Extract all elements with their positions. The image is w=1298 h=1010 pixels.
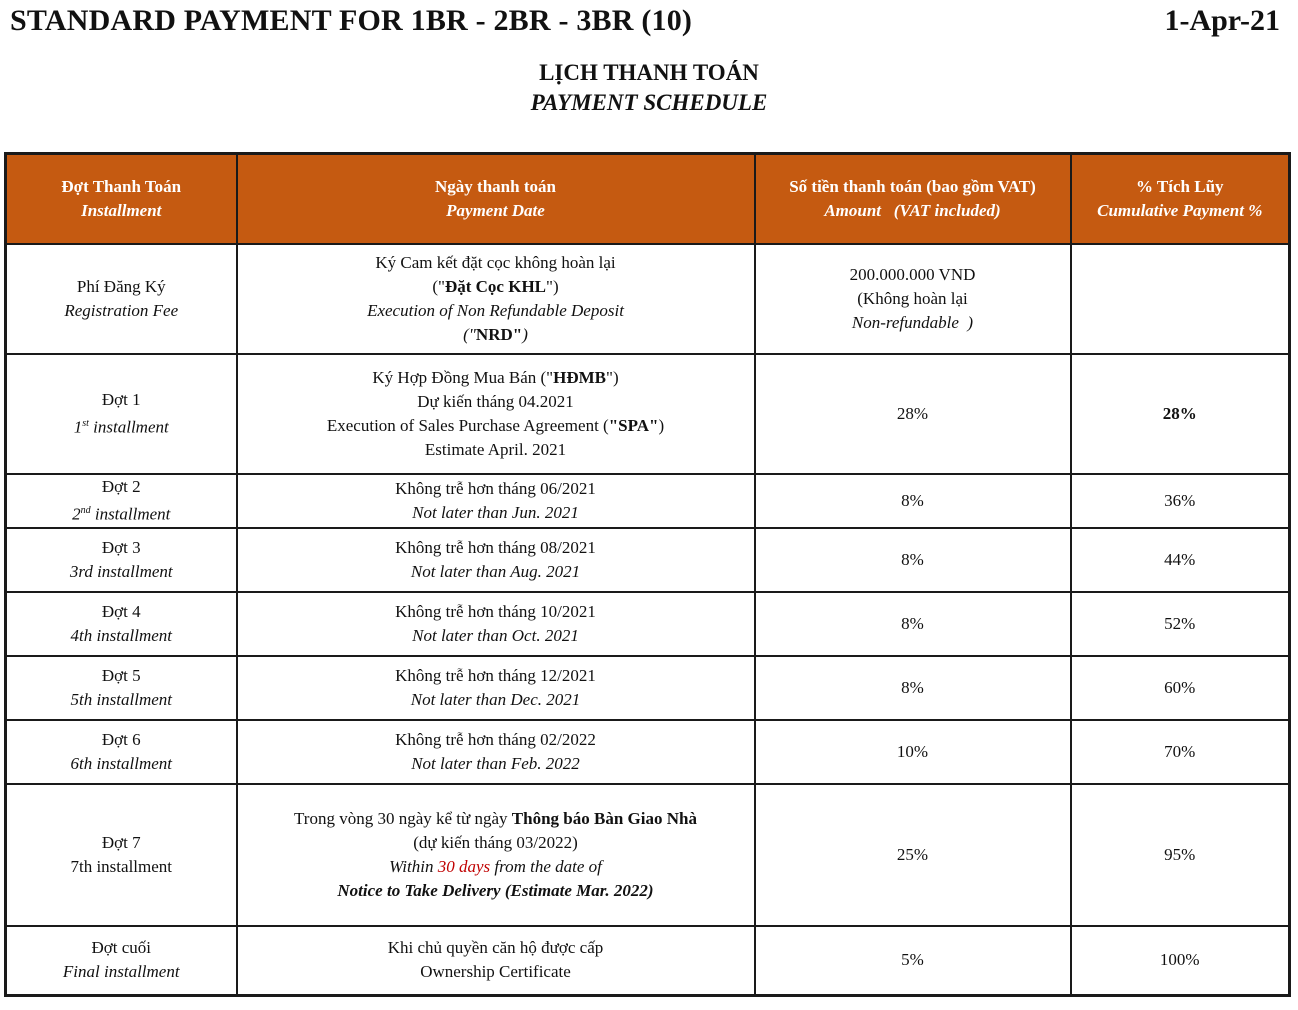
cumulative-cell: 52% (1071, 592, 1290, 656)
table-row (6, 354, 1290, 474)
payment-date-cell: Khi chủ quyền căn hộ được cấp Ownership Certificate (237, 926, 755, 996)
table-row (6, 926, 1290, 996)
column-header-cumulative: % Tích Lũy Cumulative Payment % (1071, 154, 1290, 245)
installment-cell: Đợt 1 1st installment (6, 354, 237, 474)
payment-date-cell: Không trễ hơn tháng 12/2021 Not later than Dec. 2021 (237, 656, 755, 720)
table-row (6, 656, 1290, 720)
heading-vn: LỊCH THANH TOÁN (539, 60, 759, 85)
installment-cell: Đợt 2 2nd installment (6, 474, 237, 528)
cumulative-cell: 60% (1071, 656, 1290, 720)
amount-cell: 5% (755, 926, 1071, 996)
document-title: STANDARD PAYMENT FOR 1BR - 2BR - 3BR (10) (10, 4, 693, 37)
amount-cell: 200.000.000 VND (Không hoàn lại Non-refundable ) (755, 244, 1071, 354)
installment-cell: Phí Đăng Ký Registration Fee (6, 244, 237, 354)
amount-cell: 25% (755, 784, 1071, 926)
cumulative-cell: 36% (1071, 474, 1290, 528)
amount-cell: 8% (755, 592, 1071, 656)
cumulative-cell: 100% (1071, 926, 1290, 996)
table-row (6, 592, 1290, 656)
column-header-amount: Số tiền thanh toán (bao gồm VAT) Amount (VAT included) (755, 154, 1071, 245)
payment-date-cell: Ký Hợp Đồng Mua Bán ("HĐMB") Dự kiến tháng 04.2021 Execution of Sales Purchase Agreement ("SPA") Estimate April. 2021 (237, 354, 755, 474)
amount-cell: 8% (755, 528, 1071, 592)
payment-date-cell: Trong vòng 30 ngày kể từ ngày Thông báo Bàn Giao Nhà (dự kiến tháng 03/2022) Within 30 days from the date of Notice to Take Delivery (Estimate Mar. 2022) (237, 784, 755, 926)
document-date: 1-Apr-21 (1164, 4, 1280, 37)
payment-date-cell: Không trễ hơn tháng 08/2021 Not later than Aug. 2021 (237, 528, 755, 592)
table-row (6, 528, 1290, 592)
column-header-payment-date: Ngày thanh toán Payment Date (237, 154, 755, 245)
installment-cell: Đợt 5 5th installment (6, 656, 237, 720)
amount-cell: 8% (755, 474, 1071, 528)
payment-schedule-table (4, 152, 1291, 997)
table-row (6, 784, 1290, 926)
payment-date-cell: Không trễ hơn tháng 02/2022 Not later than Feb. 2022 (237, 720, 755, 784)
installment-cell: Đợt 4 4th installment (6, 592, 237, 656)
amount-cell: 10% (755, 720, 1071, 784)
payment-date-cell: Không trễ hơn tháng 06/2021 Not later than Jun. 2021 (237, 474, 755, 528)
installment-cell: Đợt 3 3rd installment (6, 528, 237, 592)
table-row (6, 474, 1290, 528)
cumulative-cell: 28% (1071, 354, 1290, 474)
installment-cell: Đợt cuối Final installment (6, 926, 237, 996)
cumulative-cell: 44% (1071, 528, 1290, 592)
cumulative-cell: 95% (1071, 784, 1290, 926)
schedule-heading (0, 58, 1298, 118)
amount-cell: 28% (755, 354, 1071, 474)
heading-en: PAYMENT SCHEDULE (530, 90, 768, 115)
table-row (6, 720, 1290, 784)
table-header-row (6, 154, 1290, 245)
cumulative-cell (1071, 244, 1290, 354)
installment-cell: Đợt 7 7th installment (6, 784, 237, 926)
payment-date-cell: Ký Cam kết đặt cọc không hoàn lại ("Đặt Cọc KHL") Execution of Non Refundable Deposit ("NRD") (237, 244, 755, 354)
installment-cell: Đợt 6 6th installment (6, 720, 237, 784)
column-header-installment: Đợt Thanh Toán Installment (6, 154, 237, 245)
cumulative-cell: 70% (1071, 720, 1290, 784)
amount-cell: 8% (755, 656, 1071, 720)
payment-date-cell: Không trễ hơn tháng 10/2021 Not later than Oct. 2021 (237, 592, 755, 656)
table-row (6, 244, 1290, 354)
